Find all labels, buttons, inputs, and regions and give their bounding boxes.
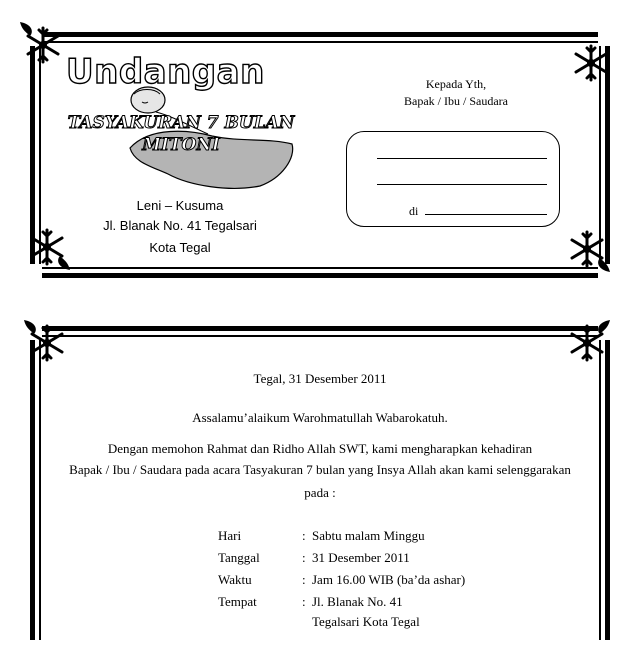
detail-value-day: Sabtu malam Minggu	[312, 528, 425, 543]
letter-date: Tegal, 31 Desember 2011	[253, 371, 387, 386]
host-names: Leni – Kusuma	[136, 198, 224, 213]
event-subtitle-line-1: TASYAKURAN 7 BULAN	[67, 113, 295, 133]
snowflake-icon	[22, 318, 72, 368]
snowflake-icon	[22, 222, 72, 272]
letter-body-line-3: pada :	[304, 485, 336, 500]
invitation-title: Undangan	[66, 52, 265, 92]
detail-value-date: 31 Desember 2011	[312, 550, 410, 565]
snowflake-icon	[18, 20, 68, 70]
detail-value-place-2: Tegalsari Kota Tegal	[312, 614, 420, 629]
detail-label-date: Tanggal	[218, 550, 260, 565]
detail-label-day: Hari	[218, 528, 242, 543]
recipient-address-box	[346, 131, 560, 227]
detail-value-place: Jl. Blanak No. 41	[312, 594, 403, 609]
recipient-address-line[interactable]	[377, 184, 547, 185]
event-subtitle	[56, 112, 306, 156]
host-address: Jl. Blanak No. 41 Tegalsari	[103, 218, 257, 233]
recipient-greeting: Kepada Yth,	[425, 77, 487, 91]
recipient-location-line[interactable]	[425, 214, 547, 215]
detail-colon: :	[302, 572, 306, 587]
recipient-title: Bapak / Ibu / Saudara	[404, 94, 508, 108]
detail-label-time: Waktu	[218, 572, 252, 587]
detail-colon: :	[302, 550, 306, 565]
detail-colon: :	[302, 528, 306, 543]
detail-value-time: Jam 16.00 WIB (ba’da ashar)	[312, 572, 466, 587]
event-subtitle-line-2: MITONI	[142, 135, 220, 155]
letter-body-line-1: Dengan memohon Rahmat dan Ridho Allah SWT, kami mengharapkan kehadiran	[107, 441, 533, 456]
recipient-name-line[interactable]	[377, 158, 547, 159]
detail-label-place: Tempat	[218, 594, 257, 609]
detail-colon: :	[302, 594, 306, 609]
letter-greeting: Assalamu’alaikum Warohmatullah Wabarokatuh.	[192, 410, 448, 425]
recipient-di-label: di	[409, 204, 419, 218]
letter-body-line-2: Bapak / Ibu / Saudara pada acara Tasyakuran 7 bulan yang Insya Allah akan kami selenggarakan	[69, 462, 571, 477]
snowflake-icon	[562, 318, 612, 368]
snowflake-icon	[562, 224, 612, 274]
snowflake-icon	[566, 38, 616, 88]
host-city: Kota Tegal	[149, 240, 211, 255]
